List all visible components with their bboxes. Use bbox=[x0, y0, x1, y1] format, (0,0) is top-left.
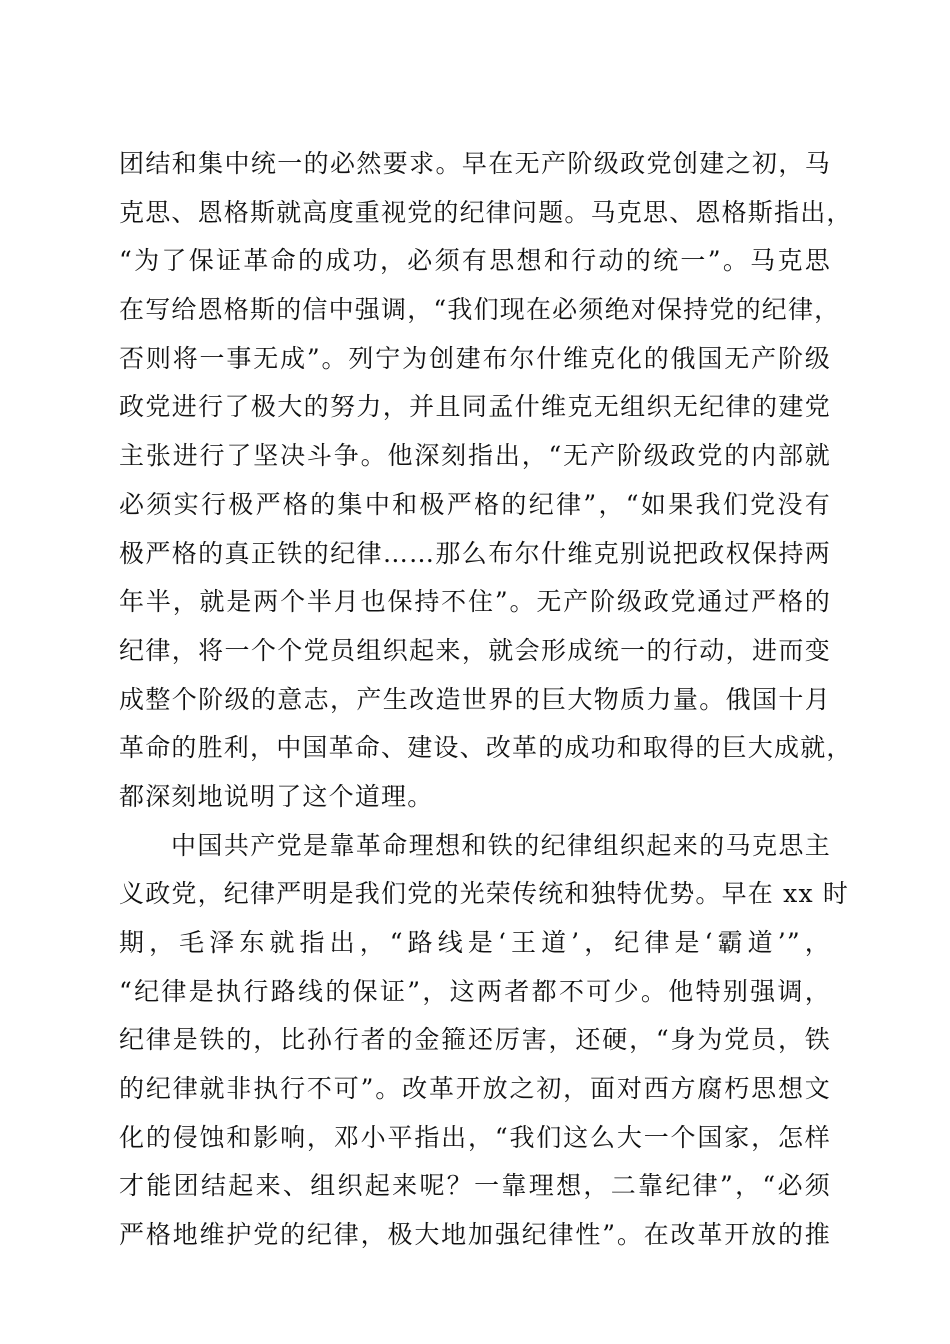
text-line: 年半，就是两个半月也保持不住”。无产阶级政党通过严格的 bbox=[119, 587, 831, 617]
text-line: 严格地维护党的纪律，极大地加强纪律性”。在改革开放的推 bbox=[119, 1220, 831, 1250]
text-line: 主张进行了坚决斗争。他深刻指出，“无产阶级政党的内部就 bbox=[119, 441, 831, 471]
text-line: 在写给恩格斯的信中强调，“我们现在必须绝对保持党的纪律， bbox=[119, 295, 841, 325]
text-line: 纪律，将一个个党员组织起来，就会形成统一的行动，进而变 bbox=[119, 635, 831, 665]
text-line: 义政党，纪律严明是我们党的光荣传统和独特优势。早在 xx 时 bbox=[119, 879, 850, 909]
text-line: “为了保证革命的成功，必须有思想和行动的统一”。马克思 bbox=[119, 246, 831, 276]
text-line: 必须实行极严格的集中和极严格的纪律”，“如果我们党没有 bbox=[119, 489, 831, 519]
text-line: 都深刻地说明了这个道理。 bbox=[119, 781, 434, 811]
text-line: 极严格的真正铁的纪律……那么布尔什维克别说把政权保持两 bbox=[119, 538, 831, 568]
text-line: 政党进行了极大的努力，并且同孟什维克无组织无纪律的建党 bbox=[119, 392, 831, 422]
text-line: 团结和集中统一的必然要求。早在无产阶级政党创建之初，马 bbox=[119, 149, 831, 178]
text-line: 化的侵蚀和影响，邓小平指出，“我们这么大一个国家，怎样 bbox=[119, 1122, 831, 1152]
text-line: 期，毛泽东就指出，“路线是‘王道’，纪律是‘霸道’”， bbox=[119, 928, 831, 957]
text-line: 纪律是铁的，比孙行者的金箍还厉害，还硬，“身为党员，铁 bbox=[119, 1025, 831, 1055]
text-line: 成整个阶级的意志，产生改造世界的巨大物质力量。俄国十月 bbox=[119, 684, 831, 714]
text-line: 否则将一事无成”。列宁为创建布尔什维克化的俄国无产阶级 bbox=[119, 343, 831, 373]
text-line: 的纪律就非执行不可”。改革开放之初，面对西方腐朽思想文 bbox=[119, 1074, 831, 1104]
text-line: “纪律是执行路线的保证”，这两者都不可少。他特别强调， bbox=[119, 976, 831, 1006]
text-line: 革命的胜利，中国革命、建设、改革的成功和取得的巨大成就， bbox=[119, 733, 853, 763]
paragraph-2 bbox=[119, 822, 850, 1260]
body-text bbox=[119, 140, 853, 1260]
text-line: 才能团结起来、组织起来呢？一靠理想，二靠纪律”，“必须 bbox=[119, 1171, 831, 1201]
text-line: 中国共产党是靠革命理想和铁的纪律组织起来的马克思主 bbox=[171, 830, 831, 860]
paragraph-1 bbox=[119, 140, 853, 822]
text-line: 克思、恩格斯就高度重视党的纪律问题。马克思、恩格斯指出， bbox=[119, 197, 853, 227]
